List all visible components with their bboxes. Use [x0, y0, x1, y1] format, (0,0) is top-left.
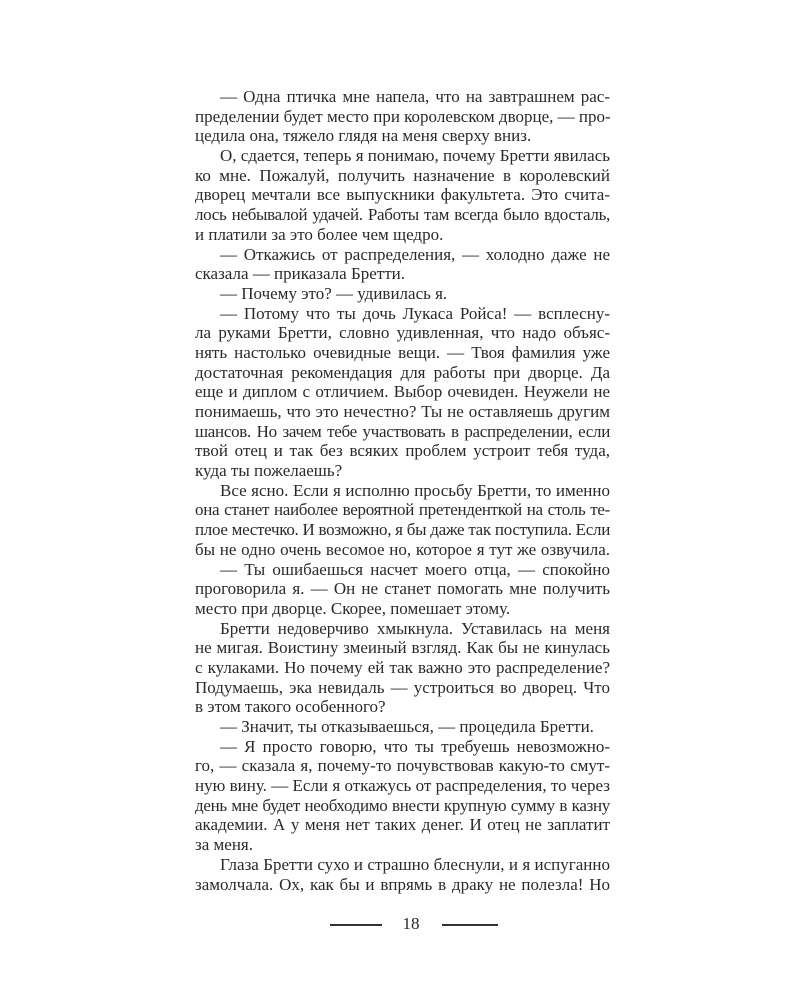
text-line: — Я просто говорю, что ты требуешь невозможно-: [220, 736, 610, 756]
text-line: еще и диплом с отличием. Выбор очевиден. Неужели не: [195, 382, 610, 402]
text-line: — Потому что ты дочь Лукаса Ройса! — всплесну-: [220, 303, 610, 323]
paragraph: [195, 717, 610, 737]
text-line: — Одна птичка мне напела, что на завтрашнем рас-: [220, 87, 610, 106]
text-line: замолчала. Ох, как бы и впрямь в драку не полезла! Но: [195, 874, 610, 894]
text-line: проговорила я. — Он не станет помогать мне получить: [195, 579, 610, 599]
text-line: — Ты ошибаешься насчет моего отца, — спокойно: [220, 559, 610, 579]
text-line: плое местечко. И возможно, я бы даже так поступила. Если: [195, 520, 610, 540]
paragraph: [195, 737, 610, 855]
paragraph: [195, 619, 610, 717]
text-line: пределении будет место при королевском дворце, — про-: [195, 106, 611, 126]
text-line: не мигая. Воистину змеиный взгляд. Как бы не кинулась: [195, 638, 610, 658]
text-line: куда ты пожелаешь?: [195, 461, 343, 481]
paragraph: [195, 481, 610, 560]
text-line: Подумаешь, эка невидаль — устроиться во дворец. Что: [195, 677, 610, 697]
text-line: и платили за это более чем щедро.: [195, 224, 444, 244]
text-line: академии. А у меня нет таких денег. И отец не заплатит: [195, 815, 610, 835]
paragraph: [195, 560, 610, 619]
page-body-text: [195, 87, 610, 894]
footer-rule-left: [330, 924, 382, 926]
paragraph: [195, 855, 610, 894]
paragraph: [195, 304, 610, 481]
text-line: понимаешь, что это нечестно? Ты не оставляешь другим: [195, 402, 610, 421]
paragraph: [195, 87, 610, 146]
paragraph: [195, 146, 610, 244]
text-line: сказала — приказала Бретти.: [195, 264, 405, 284]
text-line: место при дворце. Скорее, помешает этому.: [195, 598, 511, 618]
text-line: ную вину. — Если я откажусь от распределения, то через: [195, 776, 610, 796]
text-line: цедила она, тяжело глядя на меня сверху вниз.: [195, 126, 532, 146]
text-line: с кулаками. Но почему ей так важно это распределение?: [195, 657, 610, 677]
text-line: за меня.: [195, 835, 253, 855]
text-line: — Откажись от распределения, — холодно даже не: [220, 244, 610, 264]
text-line: бы не одно очень весомое но, которое я тут же озвучила.: [195, 539, 610, 559]
footer-rule-right: [442, 924, 498, 926]
text-line: шансов. Но зачем тебе участвовать в распределении, если: [195, 421, 610, 441]
text-line: — Значит, ты отказываешься, — процедила Бретти.: [220, 717, 594, 736]
text-line: ла руками Бретти, словно удивленная, что надо объяс-: [195, 323, 610, 343]
text-line: дворец мечтали все выпускники факультета. Это счита-: [195, 185, 610, 205]
text-line: нять настолько очевидные вещи. — Твоя фамилия уже: [195, 342, 610, 362]
text-line: Глаза Бретти сухо и страшно блеснули, и я испуганно: [220, 854, 610, 874]
text-line: го, — сказала я, почему-то почувствовав какую-то смут-: [195, 756, 610, 776]
paragraph: [195, 284, 610, 304]
text-line: лось небывалой удачей. Работы там всегда было вдосталь,: [195, 205, 610, 225]
text-line: в этом такого особенного?: [195, 697, 386, 717]
text-line: О, сдается, теперь я понимаю, почему Бретти явилась: [220, 146, 610, 166]
text-line: достаточная рекомендация для работы при дворце. Да: [195, 362, 610, 382]
text-line: Бретти недоверчиво хмыкнула. Уставилась на меня: [220, 618, 610, 638]
text-line: твой отец и так без всяких проблем устроит тебя туда,: [195, 441, 610, 461]
text-line: — Почему это? — удивилась я.: [220, 283, 448, 303]
text-line: день мне будет необходимо внести крупную сумму в казну: [195, 795, 610, 815]
text-line: Все ясно. Если я исполню просьбу Бретти, то именно: [220, 480, 610, 500]
paragraph: [195, 245, 610, 284]
text-line: ко мне. Пожалуй, получить назначение в королевский: [195, 165, 610, 185]
page-footer: [0, 912, 800, 936]
page-number: 18: [402, 914, 420, 933]
text-line: она станет наиболее вероятной претенденткой на столь те-: [195, 500, 610, 520]
